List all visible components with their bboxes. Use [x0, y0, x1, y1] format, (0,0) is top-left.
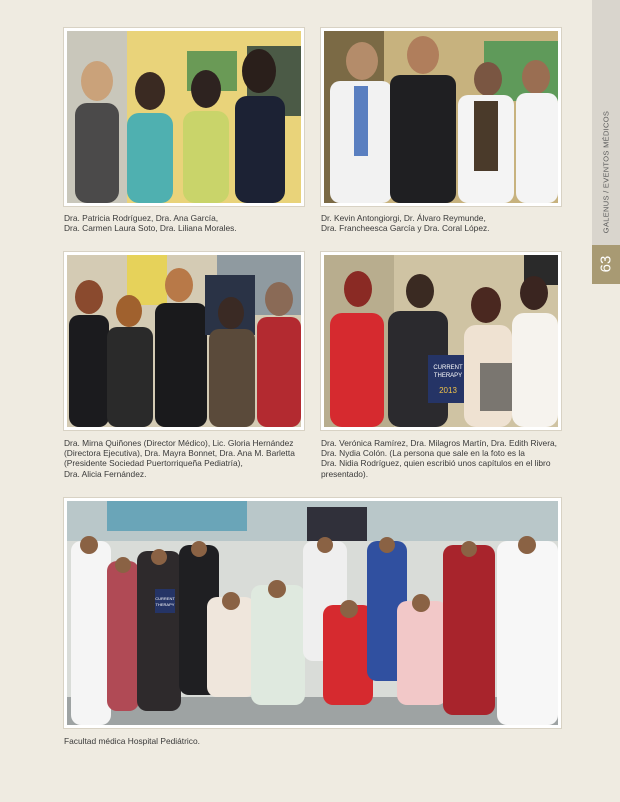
- group-book-title-line2: THERAPY: [155, 602, 175, 607]
- book-year: 2013: [439, 386, 457, 395]
- photo-doctors-group-1: [64, 28, 304, 206]
- photo-doctors-group-4: [321, 252, 561, 430]
- book-cover: [428, 355, 468, 403]
- photo-3-image: [67, 255, 301, 427]
- photo-5-caption: Facultad médica Hospital Pediátrico.: [64, 736, 200, 746]
- side-tab-page-band: [592, 245, 620, 284]
- page-number: 63: [597, 255, 615, 273]
- photo-1-image: [67, 31, 301, 203]
- book-title-line1: CURRENT: [433, 365, 463, 371]
- photo-doctors-group-3: [64, 252, 304, 430]
- photo-doctors-group-2: [321, 28, 561, 206]
- section-label: GALENUS / EVENTOS MÉDICOS: [601, 110, 611, 234]
- photo-3-caption: Dra. Mirna Quiñones (Director Médico), Lic. Gloria Hernández (Directora Ejecutiva), Dra. Mayra Bonnet, Dra. Ana M. Barletta (Presidente Sociedad Puertorriqueña Pediatría), Dra. Alicia Fernández.: [64, 438, 295, 479]
- side-tab-section-band: [592, 0, 620, 245]
- photo-2-caption: Dr. Kevin Antongiorgi, Dr. Álvaro Reymunde, Dra. Francheesca García y Dra. Coral López.: [321, 213, 490, 234]
- photo-5-image: [67, 501, 558, 725]
- photo-4-image: [324, 255, 558, 427]
- photo-1-caption: Dra. Patricia Rodríguez, Dra. Ana García, Dra. Carmen Laura Soto, Dra. Liliana Morales.: [64, 213, 237, 234]
- side-tab: [592, 0, 620, 284]
- group-book-title-line1: CURRENT: [155, 596, 175, 601]
- photo-4-caption: Dra. Verónica Ramírez, Dra. Milagros Martín, Dra. Edith Rivera, Dra. Nydia Colón. (La persona que sale en la foto es la Dra. Nidia Rodríguez, quien escribió unos capítulos en el libro presentado).: [321, 438, 557, 479]
- group-book-cover: [155, 589, 175, 613]
- book-title-line2: THERAPY: [433, 373, 463, 379]
- photo-2-image: [324, 31, 558, 203]
- photo-faculty-group: [64, 498, 561, 728]
